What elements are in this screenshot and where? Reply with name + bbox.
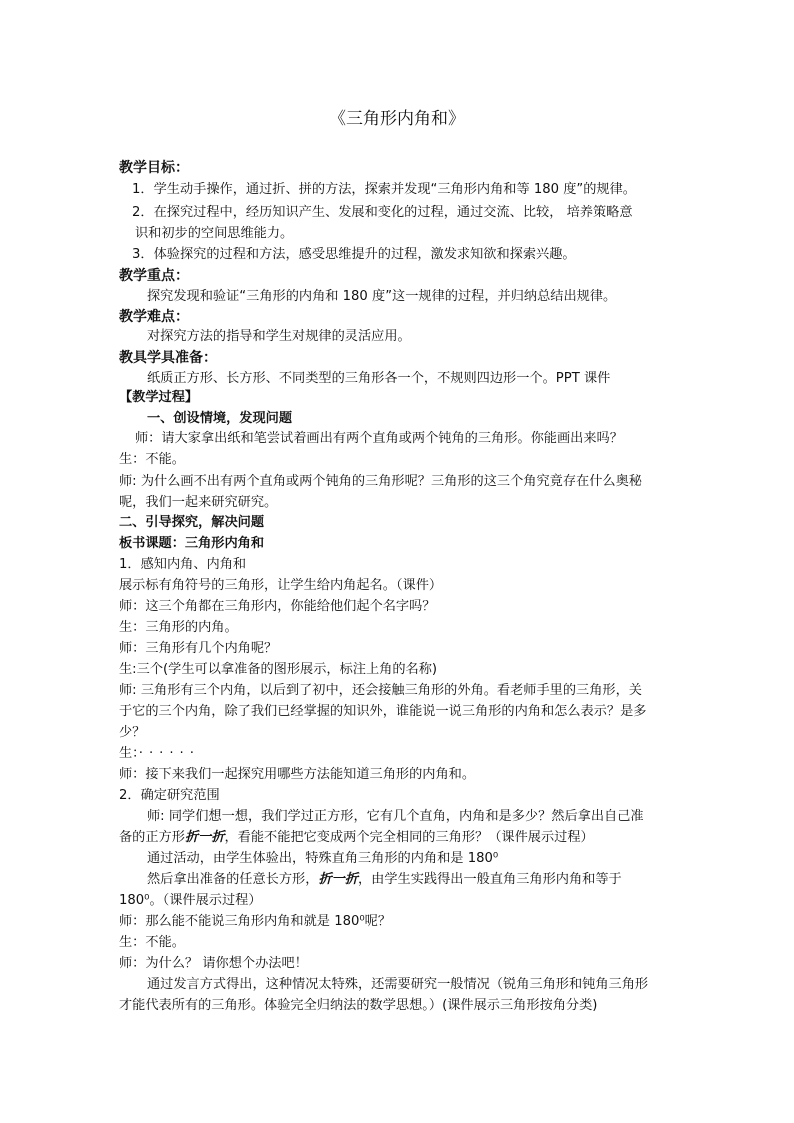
text-span: ，看能不能把它变成两个完全相同的三角形？（课件展示过程） xyxy=(224,830,594,845)
difficulty-text: 对探究方法的指导和学生对规律的灵活应用。 xyxy=(147,329,411,344)
materials-text: 纸质正方形、长方形、不同类型的三角形各一个，不规则四边形一个。PPT 课件 xyxy=(147,371,611,386)
process-line xyxy=(147,872,622,888)
objective-2-line1: 2．在探究过程中，经历知识产生、发展和变化的过程，通过交流、比较， 培养策略意 xyxy=(132,205,633,220)
objective-2-line2: 识和初步的空间思维能力。 xyxy=(135,226,294,241)
process-line: 生：不能。 xyxy=(119,452,185,467)
emphasis-fold: 折一折 xyxy=(184,830,225,845)
process-line: 师：那么能不能说三角形内角和就是 180⁰呢？ xyxy=(119,914,392,929)
subsection-2: 2．确定研究范围 xyxy=(119,788,220,803)
key-point-heading: 教学重点： xyxy=(119,268,189,284)
process-line: 师: 三角形有三个内角，以后到了初中，还会接触三角形的外角。看老师手里的三角形，关 xyxy=(119,683,642,698)
key-point-text: 探究发现和验证“三角形的内角和 180 度”这一规律的过程，并归纳总结出规律。 xyxy=(147,289,617,304)
process-line: 通过发言方式得出，这种情况太特殊，还需要研究一般情况（锐角三角形和钝角三角形 xyxy=(147,977,649,992)
board-title: 板书课题：三角形内角和 xyxy=(119,536,265,551)
text-span: 然后拿出准备的任意长方形， xyxy=(147,872,319,887)
process-line: 于它的三个内角，除了我们已经掌握的知识外，谁能说一说三角形的内角和怎么表示？是多 xyxy=(119,704,647,719)
process-line: 生:三个(学生可以拿准备的图形展示，标注上角的名称) xyxy=(119,662,438,677)
process-line: 师: 同学们想一想，我们学过正方形，它有几个直角，内角和是多少？然后拿出自己准 xyxy=(147,809,644,824)
materials-heading: 教具学具准备： xyxy=(119,350,217,366)
process-heading: 【教学过程】 xyxy=(119,390,199,405)
process-line: 180⁰。（课件展示过程） xyxy=(119,893,262,908)
process-line: 通过活动，由学生体验出，特殊直角三角形的内角和是 180⁰ xyxy=(147,851,499,866)
objective-1: 1．学生动手操作，通过折、拼的方法，探索并发现“三角形内角和等 180 度”的规律。 xyxy=(132,182,636,197)
process-line: 呢，我们一起来研究研究。 xyxy=(119,495,278,510)
section-1-heading: 一、创设情境，发现问题 xyxy=(147,411,293,426)
process-line: 师：为什么？ 请你想个办法吧！ xyxy=(119,956,308,971)
emphasis-fold: 折一折 xyxy=(318,872,358,887)
objective-3: 3．体验探究的过程和方法，感受思维提升的过程，激发求知欲和探索兴趣。 xyxy=(132,247,576,262)
process-line: 师：请大家拿出纸和笔尝试着画出有两个直角或两个钝角的三角形。你能画出来吗？ xyxy=(135,431,623,446)
process-line: 生：不能。 xyxy=(119,935,185,950)
student-label: 生： xyxy=(119,746,139,761)
text-span: 备的正方形 xyxy=(119,830,185,845)
document-title: 《三角形内角和》 xyxy=(329,109,465,129)
text-span: ，由学生实践得出一般直角三角形内角和等于 xyxy=(358,872,622,887)
process-line: 才能代表所有的三角形。体验完全归纳法的数学思想。）(课件展示三角形按角分类) xyxy=(119,998,598,1013)
process-line: 少？ xyxy=(119,725,146,740)
process-line: 师：接下来我们一起探究用哪些方法能知道三角形的内角和。 xyxy=(119,767,476,782)
difficulty-heading: 教学难点： xyxy=(119,309,189,325)
process-line: 师: 为什么画不出有两个直角或两个钝角的三角形呢？三角形的这三个角究竟存在什么奥秘 xyxy=(119,474,642,489)
process-line xyxy=(119,830,594,846)
process-line: 师：三角形有几个内角呢？ xyxy=(119,641,278,656)
process-line: 生：三角形的内角。 xyxy=(119,620,238,635)
section-2-heading: 二、引导探究，解决问题 xyxy=(119,515,265,530)
objectives-heading: 教学目标： xyxy=(119,160,189,176)
process-line xyxy=(119,746,200,762)
subsection-1: 1．感知内角、内角和 xyxy=(119,557,247,572)
process-line: 展示标有角符号的三角形，让学生给内角起名。（课件） xyxy=(119,578,443,593)
ellipsis-dots: ······ xyxy=(138,746,200,761)
process-line: 师：这三个角都在三角形内，你能给他们起个名字吗？ xyxy=(119,599,436,614)
